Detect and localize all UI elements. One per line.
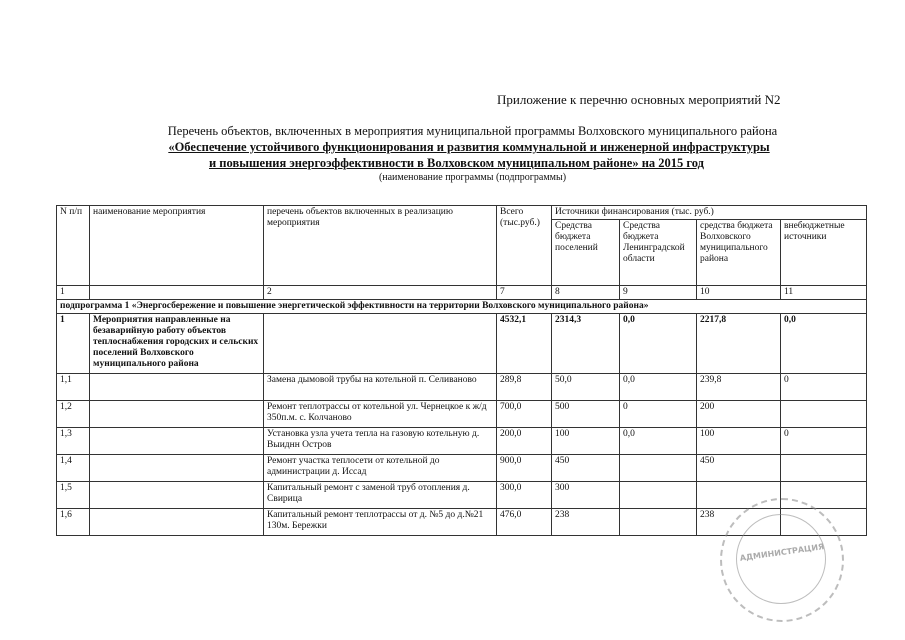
row-name xyxy=(90,401,264,428)
row-objects: Ремонт участка теплосети от котельной до администрации д. Иссад xyxy=(264,455,497,482)
row-name xyxy=(90,482,264,509)
row-region: 0,0 xyxy=(620,428,697,455)
row-settlements: 450 xyxy=(552,455,620,482)
header-name: наименование мероприятия xyxy=(90,206,264,286)
row-name xyxy=(90,455,264,482)
colnum: 11 xyxy=(781,286,867,300)
colnum: 7 xyxy=(497,286,552,300)
row-other xyxy=(781,401,867,428)
row-objects: Установка узла учета тепла на газовую котельную д. Выиднн Остров xyxy=(264,428,497,455)
row-total: 289,8 xyxy=(497,374,552,401)
stamp-label: АДМИНИСТРАЦИЯ xyxy=(739,542,825,563)
main-region: 0,0 xyxy=(620,314,697,374)
row-other: 0 xyxy=(781,428,867,455)
header-src-district: средства бюджета Волховского муниципального района xyxy=(697,220,781,286)
row-district: 238 xyxy=(697,509,781,536)
colnum: 1 xyxy=(57,286,90,300)
row-num: 1,3 xyxy=(57,428,90,455)
row-region: 0 xyxy=(620,401,697,428)
heading-line-3: и повышения энергоэффективности в Волховском муниципальном районе» на 2015 год xyxy=(208,156,704,170)
row-settlements: 238 xyxy=(552,509,620,536)
main-objects xyxy=(264,314,497,374)
table-row xyxy=(57,374,867,401)
header-total: Всего (тыс.руб.) xyxy=(497,206,552,286)
subprogram-row xyxy=(57,300,867,314)
header-objects: перечень объектов включенных в реализацию мероприятия xyxy=(264,206,497,286)
main-district: 2217,8 xyxy=(697,314,781,374)
row-num: 1,2 xyxy=(57,401,90,428)
main-total: 4532,1 xyxy=(497,314,552,374)
heading-line-4: (наименование программы (подпрограммы) xyxy=(378,172,567,183)
row-region xyxy=(620,509,697,536)
table-row xyxy=(57,428,867,455)
header-src-region: Средства бюджета Ленинградской области xyxy=(620,220,697,286)
colnum xyxy=(90,286,264,300)
document-heading xyxy=(0,123,905,185)
row-region xyxy=(620,455,697,482)
row-total: 700,0 xyxy=(497,401,552,428)
row-region: 0,0 xyxy=(620,374,697,401)
table-row xyxy=(57,482,867,509)
objects-table xyxy=(56,205,867,536)
row-total: 900,0 xyxy=(497,455,552,482)
row-district: 100 xyxy=(697,428,781,455)
row-district: 200 xyxy=(697,401,781,428)
main-other: 0,0 xyxy=(781,314,867,374)
row-total: 476,0 xyxy=(497,509,552,536)
header-src-settlements: Средства бюджета поселений xyxy=(552,220,620,286)
row-district: 239,8 xyxy=(697,374,781,401)
main-name: Мероприятия направленные на безаварийную работу объектов теплоснабжения городских и сельских поселений Волховского муниципального района xyxy=(90,314,264,374)
row-objects: Капитальный ремонт с заменой труб отопления д. Свирица xyxy=(264,482,497,509)
row-region xyxy=(620,482,697,509)
header-src-other: внебюджетные источники xyxy=(781,220,867,286)
row-num: 1,4 xyxy=(57,455,90,482)
row-other xyxy=(781,455,867,482)
colnum: 2 xyxy=(264,286,497,300)
row-num: 1,1 xyxy=(57,374,90,401)
colnum: 10 xyxy=(697,286,781,300)
main-settlements: 2314,3 xyxy=(552,314,620,374)
row-objects: Ремонт теплотрассы от котельной ул. Чернецкое к ж/д 350п.м. с. Колчаново xyxy=(264,401,497,428)
row-name xyxy=(90,428,264,455)
row-name xyxy=(90,509,264,536)
row-settlements: 300 xyxy=(552,482,620,509)
header-num: N п/п xyxy=(57,206,90,286)
row-other: 0 xyxy=(781,374,867,401)
row-district: 450 xyxy=(697,455,781,482)
row-objects: Замена дымовой трубы на котельной п. Селиваново xyxy=(264,374,497,401)
official-stamp xyxy=(720,498,844,622)
subprogram-title: подпрограмма 1 «Энергосбережение и повышение энергетической эффективности на территории Волховского муниципального района» xyxy=(57,300,867,314)
row-settlements: 100 xyxy=(552,428,620,455)
heading-line-2: «Обеспечение устойчивого функционирования и развития коммунальной и инженерной инфраструктуры xyxy=(168,140,770,154)
main-row xyxy=(57,314,867,374)
header-sources: Источники финансирования (тыс. руб.) xyxy=(552,206,867,220)
row-num: 1,6 xyxy=(57,509,90,536)
colnum: 9 xyxy=(620,286,697,300)
row-name xyxy=(90,374,264,401)
header-row xyxy=(57,206,867,220)
heading-line-1: Перечень объектов, включенных в мероприятия муниципальной программы Волховского муниципального района xyxy=(167,124,778,138)
main-num: 1 xyxy=(57,314,90,374)
row-settlements: 500 xyxy=(552,401,620,428)
row-total: 300,0 xyxy=(497,482,552,509)
appendix-title: Приложение к перечню основных мероприятий N2 xyxy=(497,92,781,107)
row-settlements: 50,0 xyxy=(552,374,620,401)
row-objects: Капитальный ремонт теплотрассы от д. №5 до д.№21 130м. Бережки xyxy=(264,509,497,536)
colnum: 8 xyxy=(552,286,620,300)
row-num: 1,5 xyxy=(57,482,90,509)
table-row xyxy=(57,455,867,482)
column-number-row xyxy=(57,286,867,300)
table-row xyxy=(57,401,867,428)
row-total: 200,0 xyxy=(497,428,552,455)
